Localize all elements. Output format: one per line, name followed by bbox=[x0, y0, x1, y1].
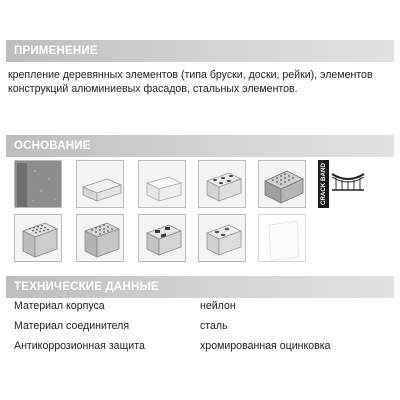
base-header bbox=[6, 135, 394, 157]
solid-concrete-icon bbox=[14, 160, 62, 208]
crack-band-icon bbox=[318, 160, 366, 208]
perforated-brick-icon bbox=[258, 160, 306, 208]
application-description bbox=[8, 68, 393, 96]
base-heading: ОСНОВАНИЕ bbox=[14, 140, 91, 152]
tech-heading: ТЕХНИЧЕСКИЕ ДАННЫЕ bbox=[14, 281, 159, 293]
hollow-concrete-block-icon bbox=[138, 214, 186, 262]
hollow-brick-icon bbox=[198, 160, 246, 208]
light-concrete-block-icon bbox=[76, 160, 124, 208]
spec-label: Материал корпуса bbox=[14, 300, 105, 312]
application-heading: ПРИМЕНЕНИЕ bbox=[14, 45, 98, 57]
spec-value: нейлон bbox=[200, 300, 236, 312]
aerated-concrete-block-icon bbox=[138, 160, 186, 208]
spec-label: Антикоррозионная защита bbox=[14, 340, 145, 352]
tech-header bbox=[6, 276, 394, 298]
crack-band-label: CRACK BAND bbox=[319, 163, 327, 205]
porous-ceramic-block-icon bbox=[76, 214, 124, 262]
application-line: крепление деревянных элементов (типа бруски, доски, рейки), элементов bbox=[8, 69, 373, 81]
gypsum-board-icon bbox=[258, 214, 306, 262]
application-line: конструкций алюминиевых фасадов, стальных элементов. bbox=[8, 83, 298, 95]
lightweight-hollow-block-icon bbox=[198, 214, 246, 262]
hollow-ceramic-block-icon bbox=[14, 214, 62, 262]
spec-value: сталь bbox=[200, 320, 228, 332]
spec-value: хромированная оцинковка bbox=[200, 340, 331, 352]
spec-label: Материал соединителя bbox=[14, 320, 130, 332]
application-header bbox=[6, 40, 394, 62]
